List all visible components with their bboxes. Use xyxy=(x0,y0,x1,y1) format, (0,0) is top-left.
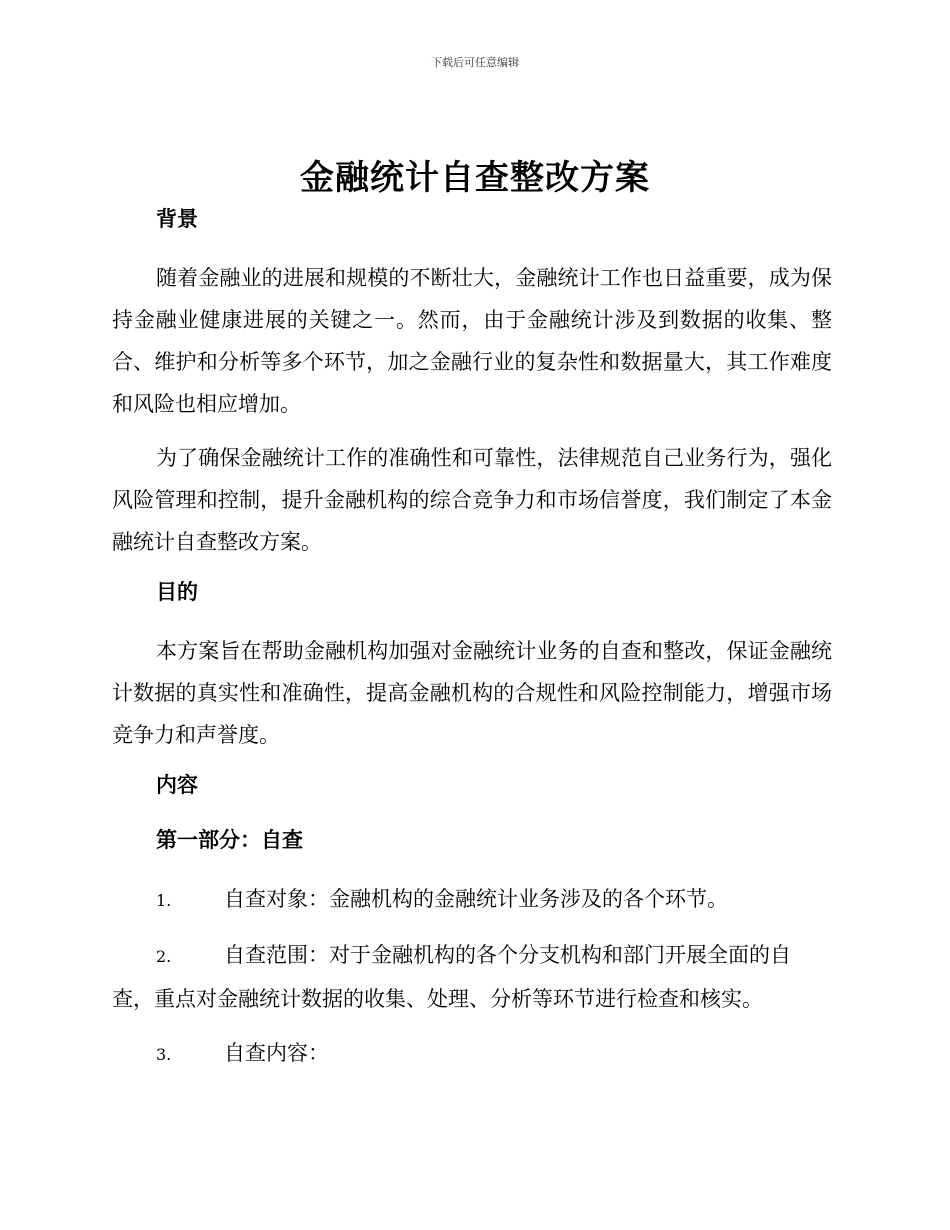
list-item-text: 自查范围：对于金融机构的各个分支机构和部门开展全面的自查，重点对金融统计数据的收集、处理、分析等环节进行检查和核实。 xyxy=(112,943,791,1011)
list-item xyxy=(112,1032,832,1076)
purpose-paragraph: 本方案旨在帮助金融机构加强对金融统计业务的自查和整改，保证金融统计数据的真实性和准确性，提高金融机构的合规性和风险控制能力，增强市场竞争力和声誉度。 xyxy=(112,639,832,747)
list-item-number: 2. xyxy=(156,947,172,966)
list-item-text: 自查内容： xyxy=(224,1041,329,1065)
section-heading-purpose: 目的 xyxy=(156,580,198,604)
page-header: 下载后可任意编辑 xyxy=(431,56,519,69)
list-item xyxy=(112,878,832,922)
list-item xyxy=(112,934,832,1020)
section-heading-content: 内容 xyxy=(156,773,198,797)
background-paragraph-2: 为了确保金融统计工作的准确性和可靠性，法律规范自己业务行为，强化风险管理和控制，提升金融机构的综合竞争力和市场信誉度，我们制定了本金融统计自查整改方案。 xyxy=(112,446,832,554)
document-title: 金融统计自查整改方案 xyxy=(300,158,650,198)
section-heading-background: 背景 xyxy=(156,207,198,231)
background-paragraph-1: 随着金融业的进展和规模的不断壮大，金融统计工作也日益重要，成为保持金融业健康进展的关键之一。然而，由于金融统计涉及到数据的收集、整合、维护和分析等多个环节，加之金融行业的复杂性和数据量大，其工作难度和风险也相应增加。 xyxy=(112,266,832,416)
list-item-number: 1. xyxy=(156,891,172,910)
part1-heading: 第一部分：自查 xyxy=(156,828,303,852)
list-item-number: 3. xyxy=(156,1045,172,1064)
list-item-text: 自查对象：金融机构的金融统计业务涉及的各个环节。 xyxy=(224,887,728,911)
document-body xyxy=(112,202,832,1088)
